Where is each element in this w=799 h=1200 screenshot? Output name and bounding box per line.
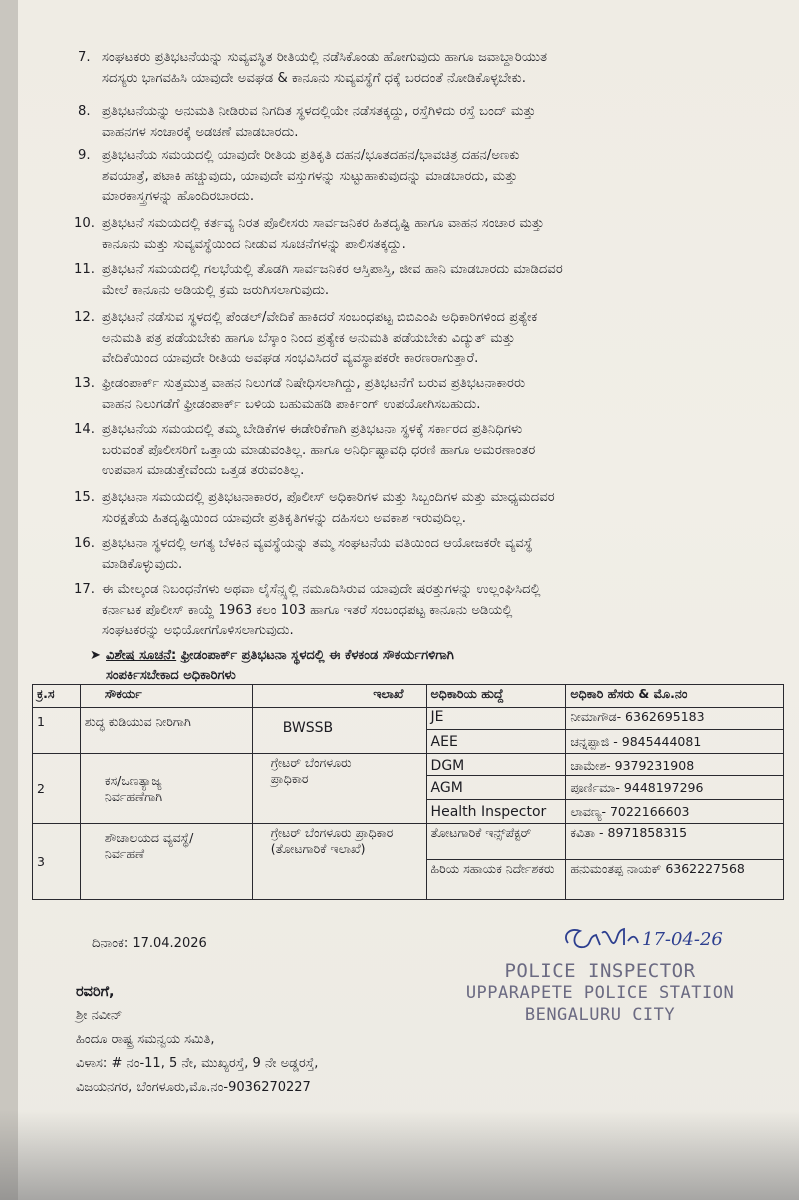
cell-facility: ಕಸ/ಒಣತ್ಯಾಜ್ಯ ನಿರ್ವಹಣೆಗಾಗಿ — [80, 754, 252, 824]
recipient-name: ಶ್ರೀ ನವೀನ್ — [76, 1008, 123, 1023]
condition-item-7 — [78, 48, 768, 92]
condition-item-10 — [74, 214, 768, 258]
cell-contact: ಪೂರ್ಣಿಮಾ- 9448197296 — [566, 776, 784, 800]
cell-department — [252, 754, 426, 824]
department-name: ಗ್ರೇಟರ್ ಬೆಂಗಳೂರು — [270, 755, 352, 770]
recipient-org: ಹಿಂದೂ ರಾಷ್ಟ್ರ ಸಮನ್ವಯ ಸಮಿತಿ, — [76, 1032, 215, 1047]
stamp-line: UPPARAPETE POLICE STATION — [465, 983, 735, 1003]
condition-text: ಪ್ರತಿಭಟನೆಯ ಸಮಯದಲ್ಲಿ ಯಾವುದೇ ರೀತಿಯ ಪ್ರತಿಕೃತಿ ದಹನ/ಭೂತದಹನ/ಭಾವಚಿತ್ರ ದಹನ/ಅಣಕು ಶವಯಾತ್ರೆ, ಪಟಾಕಿ ಹಚ್ಚುವುದು, ಯಾವುದೇ ವಸ್ತುಗಳನ್ನು ಸುಟ್ಟುಹಾಕುವುದನ್ನು ಮಾಡಬಾರದು, ಮತ್ತು ಮಾರಕಾಸ್ತ್ರಗಳನ್ನು ಹೊಂದಿರಬಾರದು. — [102, 148, 520, 204]
table-row — [33, 708, 784, 730]
document-page — [18, 0, 799, 1200]
cell-post: AEE — [426, 730, 566, 754]
condition-text: ಪ್ರತಿಭಟನೆಯ ಸಮಯದಲ್ಲಿ ತಮ್ಮ ಬೇಡಿಕೆಗಳ ಈಡೇರಿಕೆಗಾಗಿ ಪ್ರತಿಭಟನಾ ಸ್ಥಳಕ್ಕೆ ಸರ್ಕಾರದ ಪ್ರತಿನಿಧಿಗಳು ಬರುವಂತೆ ಪೊಲೀಸರಿಗೆ ಒತ್ತಾಯ ಮಾಡುವಂತಿಲ್ಲ. ಹಾಗೂ ಅನಿರ್ಧಿಷ್ಟಾವಧಿ ಧರಣಿ ಹಾಗೂ ಅಮರಣಾಂತರ ಉಪವಾಸ ಮಾಡುತ್ತೇವೆಂದು ಒತ್ತಡ ತರುವಂತಿಲ್ಲ. — [102, 422, 536, 478]
cell-sl: 3 — [33, 824, 81, 900]
condition-number: 8. — [78, 104, 91, 119]
notice-text: ಫ್ರೀಡಂಪಾರ್ಕ್ ಪ್ರತಿಭಟನಾ ಸ್ಥಳದಲ್ಲಿ ಈ ಕೆಳಕಂಡ ಸೌಕರ್ಯಗಳಿಗಾಗಿ — [180, 648, 454, 663]
condition-text: ಫ್ರೀಡಂಪಾರ್ಕ್ ಸುತ್ತಮುತ್ತ ವಾಹನ ನಿಲುಗಡೆ ನಿಷೇಧಿಸಲಾಗಿದ್ದು, ಪ್ರತಿಭಟನೆಗೆ ಬರುವ ಪ್ರತಿಭಟನಾಕಾರರು ವಾಹನ ನಿಲುಗಡೆಗೆ ಫ್ರೀಡಂಪಾರ್ಕ್ ಬಳಿಯ ಬಹುಮಹಡಿ ಪಾರ್ಕಿಂಗ್ ಉಪಯೋಗಿಸಬಹುದು. — [102, 376, 526, 412]
condition-text: ಪ್ರತಿಭಟನಾ ಸ್ಥಳದಲ್ಲಿ ಅಗತ್ಯ ಬೆಳಕಿನ ವ್ಯವಸ್ಥೆಯನ್ನು ತಮ್ಮ ಸಂಘಟನೆಯ ವತಿಯಿಂದ ಆಯೋಜಕರೇ ವ್ಯವಸ್ಥೆ ಮಾಡಿಕೊಳ್ಳುವುದು. — [102, 536, 533, 572]
header-post: ಅಧಿಕಾರಿಯ ಹುದ್ದೆ — [426, 685, 566, 708]
cell-contact: ಹನುಮಂತಪ್ಪ ನಾಯಕ್ 6362227568 — [566, 860, 784, 900]
condition-item-8 — [78, 102, 768, 146]
condition-text: ಪ್ರತಿಭಟನೆ ಸಮಯದಲ್ಲಿ ಗಲಭೆಯಲ್ಲಿ ತೊಡಗಿ ಸಾರ್ವಜನಿಕರ ಆಸ್ತಿಪಾಸ್ತಿ, ಜೀವ ಹಾನಿ ಮಾಡಬಾರದು ಮಾಡಿದವರ ಮೇಲೆ ಕಾನೂನು ಅಡಿಯಲ್ಲಿ ಕ್ರಮ ಜರುಗಿಸಲಾಗುವುದು. — [102, 262, 563, 298]
cell-sl: 1 — [33, 708, 81, 754]
recipient-city: ವಿಜಯನಗರ, ಬೆಂಗಳೂರು,ಮೊ.ನಂ-9036270227 — [76, 1080, 311, 1095]
condition-number: 15. — [74, 490, 95, 505]
notice-text-line2: ಸಂಪರ್ಕಿಸಬೇಕಾದ ಅಧಿಕಾರಿಗಳು — [106, 668, 236, 683]
notice-label: ವಿಶೇಷ ಸೂಚನೆ: — [106, 648, 177, 663]
cell-contact: ಚಾಮೇಶ- 9379231908 — [566, 754, 784, 776]
header-department: ಇಲಾಖೆ — [252, 685, 426, 708]
cell-post: DGM — [426, 754, 566, 776]
table-header-row — [33, 685, 784, 708]
recipient-to: ರವರಿಗೆ, — [76, 984, 115, 1000]
header-contact: ಅಧಿಕಾರಿ ಹೆಸರು & ಮೊ.ನಂ — [566, 685, 784, 708]
condition-text: ಪ್ರತಿಭಟನೆಯನ್ನು ಅನುಮತಿ ನೀಡಿರುವ ನಿಗದಿತ ಸ್ಥಳದಲ್ಲಿಯೇ ನಡೆಸತಕ್ಕದ್ದು, ರಸ್ತೆಗಿಳಿದು ರಸ್ತೆ ಬಂದ್ ಮತ್ತು ವಾಹನಗಳ ಸಂಚಾರಕ್ಕೆ ಅಡಚಣೆ ಮಾಡಬಾರದು. — [102, 104, 536, 140]
condition-number: 17. — [74, 582, 95, 597]
cell-department — [252, 824, 426, 900]
photo-shadow — [0, 1110, 799, 1200]
police-stamp — [450, 960, 750, 1026]
condition-text: ಪ್ರತಿಭಟನಾ ಸಮಯದಲ್ಲಿ ಪ್ರತಿಭಟನಾಕಾರರ, ಪೊಲೀಸ್ ಅಧಿಕಾರಿಗಳ ಮತ್ತು ಸಿಬ್ಬಂದಿಗಳ ಮತ್ತು ಮಾಧ್ಯಮದವರ ಸುರಕ್ಷತೆಯ ಹಿತದೃಷ್ಟಿಯಿಂದ ಯಾವುದೇ ಪ್ರತಿಕೃತಿಗಳನ್ನು ದಹಿಸಲು ಅವಕಾಶ ಇರುವುದಿಲ್ಲ. — [102, 490, 555, 526]
signature — [558, 905, 758, 965]
cell-post: ಹಿರಿಯ ಸಹಾಯಕ ನಿರ್ದೇಶಕರು — [426, 860, 566, 900]
condition-number: 11. — [74, 262, 95, 277]
cell-contact: ಲಾವಣ್ಯ- 7022166603 — [566, 800, 784, 824]
condition-number: 14. — [74, 422, 95, 437]
cell-post: ತೋಟಗಾರಿಕೆ ಇನ್ಸ್‌ಪೆಕ್ಟರ್ — [426, 824, 566, 860]
condition-item-15 — [74, 488, 768, 532]
cell-contact: ನೀಮಾಗೌಡ- 6362695183 — [566, 708, 784, 730]
special-notice — [90, 646, 766, 686]
condition-item-14 — [74, 420, 768, 484]
condition-number: 16. — [74, 536, 95, 551]
condition-number: 10. — [74, 216, 95, 231]
condition-number: 9. — [78, 148, 91, 163]
signature-date: 17-04-26 — [642, 929, 723, 950]
department-name: ಗ್ರೇಟರ್ ಬೆಂಗಳೂರು ಪ್ರಾಧಿಕಾರ — [270, 825, 394, 840]
cell-post: AGM — [426, 776, 566, 800]
cell-sl: 2 — [33, 754, 81, 824]
condition-text: ಪ್ರತಿಭಟನೆ ಸಮಯದಲ್ಲಿ ಕರ್ತವ್ಯ ನಿರತ ಪೊಲೀಸರು ಸಾರ್ವಜನಿಕರ ಹಿತದೃಷ್ಟಿ ಹಾಗೂ ವಾಹನ ಸಂಚಾರ ಮತ್ತು ಕಾನೂನು ಮತ್ತು ಸುವ್ಯವಸ್ಥೆಯಿಂದ ನೀಡುವ ಸೂಚನೆಗಳನ್ನು ಪಾಲಿಸತಕ್ಕದ್ದು. — [102, 216, 545, 252]
stamp-line: POLICE INSPECTOR — [504, 960, 696, 982]
arrow-bullet-icon: ➤ — [90, 648, 101, 663]
condition-number: 12. — [74, 310, 95, 325]
cell-contact: ಚನ್ನಪ್ಪಾಜಿ - 9845444081 — [566, 730, 784, 754]
table-row — [33, 824, 784, 860]
condition-text: ಈ ಮೇಲ್ಕಂಡ ನಿಬಂಧನೆಗಳು ಅಥವಾ ಲೈಸೆನ್ಸ್ಸಲ್ಲಿ ನಮೂದಿಸಿರುವ ಯಾವುದೇ ಷರತ್ತುಗಳನ್ನು ಉಲ್ಲಂಘಿಸಿದಲ್ಲಿ ಕರ್ನಾಟಕ ಪೊಲೀಸ್ ಕಾಯ್ದೆ 1963 ಕಲಂ 103 ಹಾಗೂ ಇತರೆ ಸಂಬಂಧಪಟ್ಟ ಕಾನೂನು ಅಡಿಯಲ್ಲಿ ಸಂಘಟಕರನ್ನು ಅಭಿಯೋಗಗೊಳಿಸಲಾಗುವುದು. — [102, 582, 541, 638]
cell-contact: ಕವಿತಾ - 8971858315 — [566, 824, 784, 860]
cell-post: JE — [426, 708, 566, 730]
condition-item-13 — [74, 374, 768, 418]
condition-item-9 — [78, 146, 768, 210]
condition-item-11 — [74, 260, 768, 304]
table-row — [33, 754, 784, 776]
recipient-address: ವಿಳಾಸ: # ನಂ-11, 5 ನೇ, ಮುಖ್ಯರಸ್ತೆ, 9 ನೇ ಅಡ್ಡರಸ್ತೆ, — [76, 1056, 319, 1071]
department-name-line2: (ತೋಟಗಾರಿಕೆ ಇಲಾಖೆ) — [270, 841, 366, 856]
condition-text: ಸಂಘಟಕರು ಪ್ರತಿಭಟನೆಯನ್ನು ಸುವ್ಯವಸ್ಥಿತ ರೀತಿಯಲ್ಲಿ ನಡೆಸಿಕೊಂಡು ಹೋಗುವುದು ಹಾಗೂ ಜವಾಬ್ದಾರಿಯುತ ಸದಸ್ಯರು ಭಾಗವಹಿಸಿ ಯಾವುದೇ ಅವಘಡ & ಕಾನೂನು ಸುವ್ಯವಸ್ಥೆಗೆ ಧಕ್ಕೆ ಬರದಂತೆ ನೋಡಿಕೊಳ್ಳಬೇಕು. — [102, 50, 548, 86]
condition-item-17 — [74, 580, 768, 644]
condition-number: 13. — [74, 376, 95, 391]
cell-facility: ಶೌಚಾಲಯದ ವ್ಯವಸ್ಥೆ/ ನಿರ್ವಹಣೆ — [80, 824, 252, 900]
condition-number: 7. — [78, 50, 91, 65]
header-facility: ಸೌಕರ್ಯ — [80, 685, 252, 708]
contacts-table — [32, 684, 784, 900]
condition-item-12 — [74, 308, 768, 372]
department-name-line2: ಪ್ರಾಧಿಕಾರ — [270, 771, 309, 786]
header-sl: ಕ್ರ.ಸ — [33, 685, 81, 708]
signature-mark — [558, 905, 758, 965]
cell-department: BWSSB — [252, 708, 426, 754]
recipient-block — [76, 980, 318, 1100]
stamp-line: BENGALURU CITY — [524, 1005, 676, 1025]
cell-facility: ಶುದ್ಧ ಕುಡಿಯುವ ನೀರಿಗಾಗಿ — [80, 708, 252, 754]
date-line: ದಿನಾಂಕ: 17.04.2026 — [92, 936, 207, 951]
cell-post: Health Inspector — [426, 800, 566, 824]
condition-item-16 — [74, 534, 768, 578]
condition-text: ಪ್ರತಿಭಟನೆ ನಡೆಸುವ ಸ್ಥಳದಲ್ಲಿ ಪೆಂಡಲ್/ವೇದಿಕೆ ಹಾಕಿದರೆ ಸಂಬಂಧಪಟ್ಟ ಬಿಬಿಎಂಪಿ ಅಧಿಕಾರಿಗಳಿಂದ ಪ್ರತ್ಯೇಕ ಅನುಮತಿ ಪತ್ರ ಪಡೆಯಬೇಕು ಹಾಗೂ ಬೆಸ್ಕಾಂ ನಿಂದ ಪ್ರತ್ಯೇಕ ಅನುಮತಿ ಪಡೆಯಬೇಕು ವಿದ್ಯುತ್ ಮತ್ತು ವೇದಿಕೆಯಿಂದ ಯಾವುದೇ ರೀತಿಯ ಅವಘಡ ಸಂಭವಿಸಿದರೆ ವ್ಯವಸ್ಥಾಪಕರೇ ಕಾರಣರಾಗುತ್ತಾರೆ. — [102, 310, 538, 366]
